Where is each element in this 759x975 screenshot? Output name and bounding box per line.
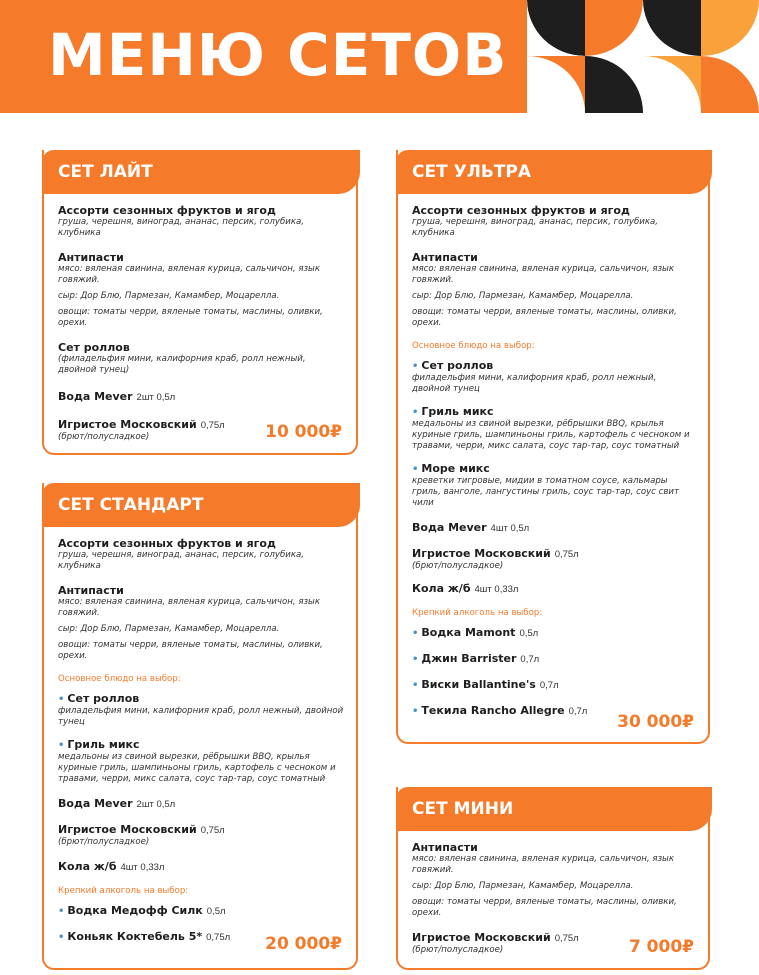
set-ultra-card [396, 150, 710, 744]
menu-item [412, 359, 696, 395]
item-qty: 0,7л [520, 654, 540, 665]
item-name: Игристое Московский 0,75л [58, 823, 225, 836]
item-desc: овощи: томаты черри, вяленые томаты, маслины, оливки, орехи. [58, 307, 323, 328]
menu-item [412, 521, 696, 535]
bullet-icon: • [58, 932, 65, 943]
item-name: • Сет роллов [412, 359, 494, 372]
menu-item [412, 547, 696, 572]
item-name: • Водка Медофф Силк 0,5л [58, 904, 226, 917]
item-desc: креветки тигровые, мидии в томатном соусе, кальмары гриль, ванголе, лангустины гриль, соус тар-тар, соус свит чили [412, 476, 679, 508]
item-desc: медальоны из свиной вырезки, рёбрышки BBQ, крылья куриные гриль, шампиньоны гриль, картофель с чесноком и травами, черри, микс салата, соус тар-тар, соус томатный [58, 752, 336, 784]
item-name: Антипасти [58, 251, 124, 264]
item-desc: сыр: Дор Блю, Пармезан, Камамбер, Моцарелла. [412, 291, 634, 301]
menu-item [58, 904, 344, 918]
item-name: Вода Mever 2шт 0,5л [58, 797, 176, 810]
item-name: Ассорти сезонных фруктов и ягод [412, 204, 630, 217]
header-banner [0, 0, 759, 113]
item-desc: овощи: томаты черри, вяленые томаты, маслины, оливки, орехи. [412, 897, 677, 918]
bullet-icon: • [58, 694, 65, 705]
bullet-icon: • [412, 464, 419, 475]
section-label: Крепкий алкоголь на выбор: [412, 608, 543, 618]
item-name: Вода Mever 2шт 0,5л [58, 390, 176, 403]
item-desc: мясо: вяленая свинина, вяленая курица, сальчичон, язык говяжий. [58, 597, 321, 618]
item-desc: мясо: вяленая свинина, вяленая курица, сальчичон, язык говяжий. [412, 854, 675, 875]
set-standard-title: СЕТ СТАНДАРТ [58, 495, 204, 515]
set-mini-header [396, 787, 712, 831]
item-qty: 0,75л [554, 549, 579, 560]
item-name: • Гриль микс [412, 405, 494, 418]
item-name: • Гриль микс [58, 738, 140, 751]
item-name: Сет роллов [58, 341, 130, 354]
menu-item [412, 652, 696, 666]
bullet-icon: • [58, 740, 65, 751]
menu-item [58, 204, 344, 239]
menu-item [58, 390, 344, 404]
set-standard-body [58, 537, 344, 954]
set-ultra-title: СЕТ УЛЬТРА [412, 162, 531, 182]
menu-item [58, 537, 344, 572]
item-desc: сыр: Дор Блю, Пармезан, Камамбер, Моцарелла. [412, 881, 634, 891]
bullet-icon: • [412, 628, 419, 639]
item-name: • Море микс [412, 462, 490, 475]
item-desc: груша, черешня, виноград, ананас, персик, голубика, клубника [58, 550, 305, 571]
item-name: Ассорти сезонных фруктов и ягод [58, 537, 276, 550]
item-qty: 0,5л [519, 628, 539, 639]
item-name: Кола ж/б 4шт 0,33л [58, 860, 165, 873]
set-ultra-body [412, 204, 696, 728]
item-qty: 0,75л [554, 933, 579, 944]
section-label: Основное блюдо на выбор: [412, 341, 535, 351]
menu-item [58, 797, 344, 811]
geometric-pattern-decoration [527, 0, 759, 113]
menu-item [58, 738, 344, 785]
item-name: • Текила Rancho Allegre 0,7л [412, 704, 588, 717]
item-qty: 0,7л [568, 706, 588, 717]
set-lite-body [58, 204, 344, 453]
set-standard-header [42, 483, 360, 527]
item-name: • Джин Barrister 0,7л [412, 652, 540, 665]
item-desc: (брют/полусладкое) [58, 837, 150, 847]
item-name: Вода Mever 4шт 0,5л [412, 521, 530, 534]
item-desc: филадельфия мини, калифорния краб, ролл нежный, двойной тунец [58, 706, 344, 727]
bullet-icon: • [412, 407, 419, 418]
item-name: Антипасти [58, 584, 124, 597]
item-desc: (брют/полусладкое) [412, 945, 504, 955]
menu-item [412, 841, 696, 919]
menu-item [412, 405, 696, 452]
item-desc: (филадельфия мини, калифорния краб, ролл нежный, двойной тунец) [58, 354, 306, 375]
item-qty: 2шт 0,5л [136, 392, 176, 403]
item-name: Кола ж/б 4шт 0,33л [412, 582, 519, 595]
set-ultra-price: 30 000₽ [617, 712, 694, 732]
menu-item [412, 462, 696, 509]
set-lite-price: 10 000₽ [265, 422, 342, 442]
item-qty: 0,75л [200, 420, 225, 431]
bullet-icon: • [58, 906, 65, 917]
item-desc: мясо: вяленая свинина, вяленая курица, сальчичон, язык говяжий. [412, 264, 675, 285]
set-mini-title: СЕТ МИНИ [412, 799, 514, 819]
item-name: Игристое Московский 0,75л [412, 931, 579, 944]
item-qty: 0,5л [206, 906, 226, 917]
item-desc: филадельфия мини, калифорния краб, ролл нежный, двойной тунец [412, 373, 657, 394]
bullet-icon: • [412, 361, 419, 372]
menu-item [412, 251, 696, 329]
item-name: • Коньяк Коктебель 5* 0,75л [58, 930, 231, 943]
set-lite-card [42, 150, 358, 455]
menu-item [58, 860, 344, 874]
section-label: Крепкий алкоголь на выбор: [58, 886, 189, 896]
item-qty: 0,7л [539, 680, 559, 691]
item-desc: (брют/полусладкое) [412, 561, 504, 571]
item-name: Антипасти [412, 251, 478, 264]
item-desc: груша, черешня, виноград, ананас, персик, голубика, клубника [58, 217, 305, 238]
menu-item [412, 678, 696, 692]
item-qty: 0,75л [206, 932, 231, 943]
menu-item [412, 582, 696, 596]
set-mini-price: 7 000₽ [628, 937, 694, 957]
item-name: Игристое Московский 0,75л [58, 418, 225, 431]
item-desc: медальоны из свиной вырезки, рёбрышки BBQ, крылья куриные гриль, шампиньоны гриль, картофель с чесноком и травами, черри, микс салата, соус тар-тар, соус томатный [412, 419, 690, 451]
set-standard-card [42, 483, 358, 970]
set-lite-header [42, 150, 360, 194]
item-desc: овощи: томаты черри, вяленые томаты, маслины, оливки, орехи. [58, 640, 323, 661]
bullet-icon: • [412, 706, 419, 717]
menu-item [58, 823, 344, 848]
menu-item [58, 251, 344, 329]
item-name: Антипасти [412, 841, 478, 854]
set-mini-card [396, 787, 710, 970]
item-qty: 4шт 0,33л [474, 584, 519, 595]
item-desc: мясо: вяленая свинина, вяленая курица, сальчичон, язык говяжий. [58, 264, 321, 285]
item-qty: 4шт 0,33л [120, 862, 165, 873]
item-qty: 2шт 0,5л [136, 799, 176, 810]
item-desc: груша, черешня, виноград, ананас, персик, голубика, клубника [412, 217, 659, 238]
item-desc: овощи: томаты черри, вяленые томаты, маслины, оливки, орехи. [412, 307, 677, 328]
item-name: • Виски Ballantine's 0,7л [412, 678, 559, 691]
menu-item [58, 584, 344, 662]
menu-item [58, 692, 344, 728]
item-desc: (брют/полусладкое) [58, 432, 150, 442]
section-label: Основное блюдо на выбор: [58, 674, 181, 684]
bullet-icon: • [412, 680, 419, 691]
set-ultra-header [396, 150, 712, 194]
item-qty: 4шт 0,5л [490, 523, 530, 534]
bullet-icon: • [412, 654, 419, 665]
set-standard-price: 20 000₽ [265, 934, 342, 954]
menu-item [412, 626, 696, 640]
set-lite-title: СЕТ ЛАЙТ [58, 162, 153, 182]
item-desc: сыр: Дор Блю, Пармезан, Камамбер, Моцарелла. [58, 291, 280, 301]
item-qty: 0,75л [200, 825, 225, 836]
menu-item [412, 204, 696, 239]
item-desc: сыр: Дор Блю, Пармезан, Камамбер, Моцарелла. [58, 624, 280, 634]
item-name: • Водка Mamont 0,5л [412, 626, 539, 639]
page-title: МЕНЮ СЕТОВ [48, 21, 508, 89]
item-name: Ассорти сезонных фруктов и ягод [58, 204, 276, 217]
item-name: • Сет роллов [58, 692, 140, 705]
menu-item [58, 341, 344, 376]
item-name: Игристое Московский 0,75л [412, 547, 579, 560]
